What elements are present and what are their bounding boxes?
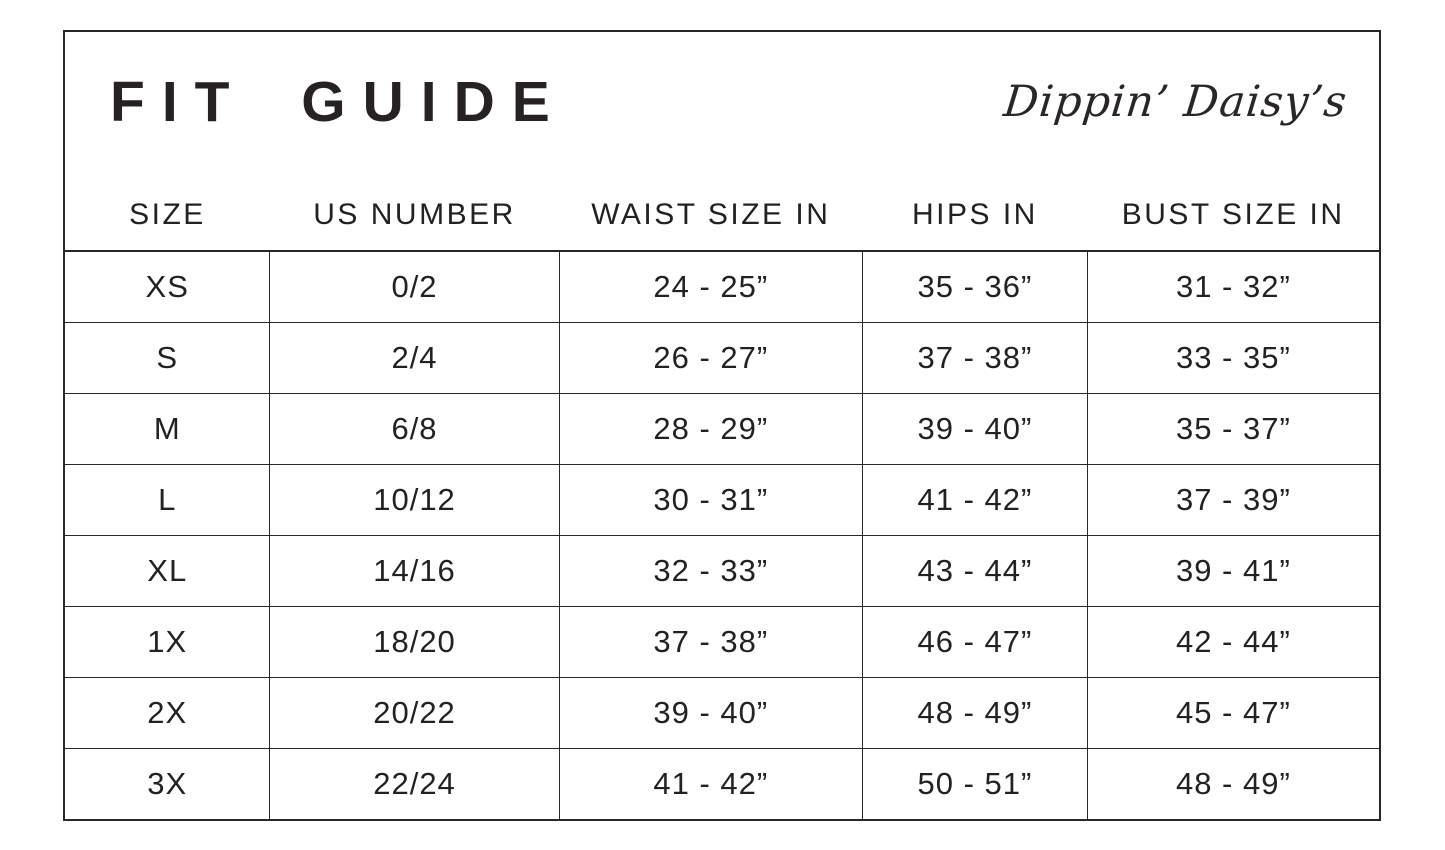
page-title: FIT GUIDE <box>110 70 567 134</box>
waist-cell: 37 - 38” <box>559 607 863 678</box>
bust-cell: 37 - 39” <box>1087 465 1379 536</box>
hips-cell: 41 - 42” <box>863 465 1088 536</box>
brand-logo: Dippin’ Daisy’s <box>1001 77 1350 127</box>
hips-cell: 35 - 36” <box>863 251 1088 323</box>
hips-cell: 46 - 47” <box>863 607 1088 678</box>
waist-cell: 26 - 27” <box>559 323 863 394</box>
us-number-cell: 2/4 <box>270 323 559 394</box>
table-row-1x <box>65 607 1379 678</box>
table-row-m <box>65 394 1379 465</box>
us-number-cell: 0/2 <box>270 251 559 323</box>
hips-cell: 43 - 44” <box>863 536 1088 607</box>
table-row-l <box>65 465 1379 536</box>
waist-cell: 32 - 33” <box>559 536 863 607</box>
hips-cell: 39 - 40” <box>863 394 1088 465</box>
bust-cell: 31 - 32” <box>1087 251 1379 323</box>
us-number-cell: 10/12 <box>270 465 559 536</box>
bust-cell: 39 - 41” <box>1087 536 1379 607</box>
hips-cell: 48 - 49” <box>863 678 1088 749</box>
size-chart-table <box>65 180 1379 819</box>
waist-cell: 30 - 31” <box>559 465 863 536</box>
us-number-cell: 20/22 <box>270 678 559 749</box>
bust-cell: 45 - 47” <box>1087 678 1379 749</box>
size-cell: 1X <box>65 607 270 678</box>
bust-cell: 48 - 49” <box>1087 749 1379 819</box>
header-row <box>65 180 1379 251</box>
us-number-cell: 14/16 <box>270 536 559 607</box>
column-header-waist: WAIST SIZE IN <box>559 180 863 251</box>
fit-guide-panel <box>63 30 1381 821</box>
us-number-cell: 22/24 <box>270 749 559 819</box>
column-header-hips: HIPS IN <box>863 180 1088 251</box>
table-row-s <box>65 323 1379 394</box>
column-header-bust: BUST SIZE IN <box>1087 180 1379 251</box>
table-row-xl <box>65 536 1379 607</box>
size-cell: XL <box>65 536 270 607</box>
table-row-xs <box>65 251 1379 323</box>
waist-cell: 28 - 29” <box>559 394 863 465</box>
bust-cell: 33 - 35” <box>1087 323 1379 394</box>
hips-cell: 37 - 38” <box>863 323 1088 394</box>
hips-cell: 50 - 51” <box>863 749 1088 819</box>
masthead <box>65 32 1379 172</box>
size-cell: M <box>65 394 270 465</box>
size-cell: XS <box>65 251 270 323</box>
bust-cell: 35 - 37” <box>1087 394 1379 465</box>
column-header-size: SIZE <box>65 180 270 251</box>
size-cell: 3X <box>65 749 270 819</box>
bust-cell: 42 - 44” <box>1087 607 1379 678</box>
table-row-2x <box>65 678 1379 749</box>
table-row-3x <box>65 749 1379 819</box>
size-cell: L <box>65 465 270 536</box>
size-cell: 2X <box>65 678 270 749</box>
column-header-us-number: US NUMBER <box>270 180 559 251</box>
waist-cell: 39 - 40” <box>559 678 863 749</box>
us-number-cell: 6/8 <box>270 394 559 465</box>
waist-cell: 24 - 25” <box>559 251 863 323</box>
waist-cell: 41 - 42” <box>559 749 863 819</box>
us-number-cell: 18/20 <box>270 607 559 678</box>
size-cell: S <box>65 323 270 394</box>
